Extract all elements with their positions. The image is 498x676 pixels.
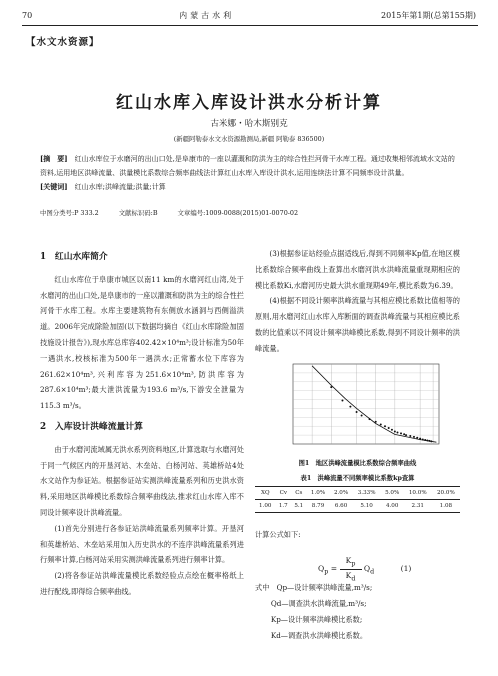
paragraph: (4)根据不同设计频率洪峰流量与其相应模比系数比值相等的原则,用水磨河红山水库入库断面的调查洪峰流量与其相应模比系数的比值乘以不同设计频率洪峰模比系数,得到不同设计频率的洪峰流量。 [255, 296, 460, 353]
header-rule [22, 25, 478, 26]
data-point [356, 411, 358, 413]
data-point [396, 431, 398, 433]
table-cell: 5.1 [291, 500, 306, 513]
section-1-heading: 1 红山水库简介 [40, 252, 108, 262]
table-cell: 8.79 [307, 500, 330, 513]
table-cell: 5.0% [381, 487, 404, 500]
keywords [40, 180, 460, 195]
definition-line: Qd—调查洪水洪峰流量,m³/s; [270, 599, 367, 608]
section-2-heading: 2 入库设计洪峰流量计算 [40, 421, 143, 432]
table-cell: 4.00 [381, 500, 404, 513]
table-header-row [255, 487, 460, 500]
definition-line: 式中 Qp—设计频率洪峰流量,m³/s; [255, 583, 373, 592]
paper-title: 红山水库入库设计洪水分析计算 [116, 93, 382, 113]
paragraph: (2)将各参证站洪峰流量模比系数经验点点绘在概率格纸上进行配线,即得综合频率曲线。 [40, 571, 244, 596]
data-point [384, 425, 386, 427]
abstract-block [40, 152, 460, 195]
column-tag: 【水文水资源】 [26, 37, 100, 48]
data-point [341, 399, 343, 401]
chart-frame [293, 364, 439, 444]
running-header [22, 8, 476, 22]
page-number: 70 [22, 10, 33, 20]
abstract-label: [摘 要] [40, 154, 68, 163]
table-cell: 2.0% [330, 487, 353, 500]
kp-table [255, 486, 460, 513]
fraction-bar [340, 569, 362, 570]
data-point [394, 431, 396, 433]
data-point [405, 434, 407, 436]
table-cell: 1.08 [432, 500, 460, 513]
table-cell: 1.7 [276, 500, 291, 513]
table-row [255, 500, 460, 513]
table-cell: Cv [276, 487, 291, 500]
paragraph: (1)首先分别进行各参证站洪峰流量系列频率计算。开垦河和英雄桥站、木垒站采用加入历史洪水的不连序洪峰流量系列进行频率计算,白杨河站采用实测洪峰流量系列进行频率计算。 [40, 523, 244, 565]
keywords-label: [关键词] [40, 182, 68, 191]
left-column [40, 246, 244, 600]
author: 古米娜・哈木斯别克 [210, 119, 288, 129]
doc-code: 文献标识码:B [118, 209, 158, 217]
data-point [413, 436, 415, 438]
table-cell: 10.0% [404, 487, 432, 500]
chart-curve [312, 366, 436, 442]
definition-line: Kp—设计频率洪峰模比系数; [270, 615, 363, 624]
keywords-text: 红山水库;洪峰流量;洪量;计算 [74, 183, 166, 191]
paragraph: 由于水磨河流域属无洪水系列资料地区,计算选取与水磨河处于同一气候区内的开垦河站、木垒站、白杨河站、英雄桥站4处水文站作为参证站。根据参证站实测洪峰流量系列和历史洪水资料,采用地区洪峰模比系数综合频率曲线法,推求红山水库入库不同设计频率设计洪峰流量。 [40, 444, 244, 517]
frequency-curve-chart [283, 362, 443, 452]
table-cell: 1.0% [307, 487, 330, 500]
table-cell: 2.31 [404, 500, 432, 513]
formula-intro: 计算公式如下: [255, 530, 301, 539]
right-column-text [255, 246, 460, 357]
data-point [400, 432, 402, 434]
classification-line [40, 208, 460, 217]
formula-fraction: $\frac{K_p}{K_d}$ [340, 556, 362, 582]
data-point [349, 406, 351, 408]
formula-definitions [255, 580, 460, 644]
figure-caption: 图1 地区洪峰流量模比系数综合频率曲线 [298, 460, 417, 467]
table-cell: Cs [291, 487, 306, 500]
clc-number: 中图分类号:P 333.2 [40, 209, 99, 217]
formula-lhs: $Q_p$ [318, 564, 329, 576]
issue-info: 2015年第1期(总第155期) [381, 10, 476, 20]
chart-grid [293, 364, 439, 444]
data-point [391, 429, 393, 431]
data-point [361, 415, 363, 417]
affiliation: (新疆阿勒泰水文水资源勘测局,新疆 阿勒泰 836500) [173, 135, 325, 143]
table-cell: 5.10 [353, 500, 381, 513]
journal-name: 内蒙古水利 [179, 10, 235, 20]
data-point [388, 427, 390, 429]
table-cell: 3.33% [353, 487, 381, 500]
article-number: 文章编号:1009-0088(2015)01-0070-02 [177, 209, 299, 217]
definition-line: Kd—调查洪水洪峰模比系数。 [270, 631, 368, 640]
data-point [380, 423, 382, 425]
data-point [403, 433, 405, 435]
paragraph: 红山水库位于阜康市城区以南11 km的水磨河红山湾,处于水磨河的出山口处,是阜康市的一座以灌溉和防洪为主的综合性拦河骨干水库工程。水库主要建筑物有东侧放水涵洞与西侧溢洪道。2006年完成除险加固(以下数据均摘自《红山水库除险加固技施设计报告》),现水库总库容402.42×10⁴m³;设计标准为50年一遇洪水,校核标准为500年一遇洪水;正常蓄水位下库容为261.62×10⁴m³,兴利库容为251.6×10⁴m³,防洪库容为287.6×10⁴m³;最大泄洪流量为193.6 m³/s,下游安全泄量为115.3 m³/s。 [40, 274, 244, 411]
formula-rhs: $Q_d$ [363, 564, 375, 576]
table-cell: XQ [255, 487, 276, 500]
abstract [40, 152, 460, 180]
chart-points [330, 386, 432, 442]
table-cell: 1.00 [255, 500, 276, 513]
paragraph: (3)根据参证站经验点据适线后,得到不同频率Kp值,在地区模比系数综合频率曲线上查算出水磨河洪水洪峰流量重现期相应的模比系数Ki,水磨河历史最大洪水重现期49年,模比系数为6.39。 [255, 249, 460, 290]
formula-number: (1) [400, 564, 412, 574]
table-caption: 表1 洪峰流量不同频率模比系数kp查算 [300, 475, 415, 482]
data-point [409, 435, 411, 437]
formula-1: $Q_p$ = $\frac{K_p}{K_d}$ $Q_d$ (1) [318, 556, 412, 583]
table-cell: 6.60 [330, 500, 353, 513]
abstract-text: 红山水库位于水磨河的出山口处,是阜康市的一座以灌溉和防洪为主的综合性拦河骨干水库工程。通过收集相邻流域水文站的资料,运用地区洪峰流量、洪量模比系数综合频率曲线法计算红山水库入库设计洪水,运用连续法计算不同频率设计洪量。 [40, 155, 455, 177]
table-cell: 20.0% [432, 487, 460, 500]
